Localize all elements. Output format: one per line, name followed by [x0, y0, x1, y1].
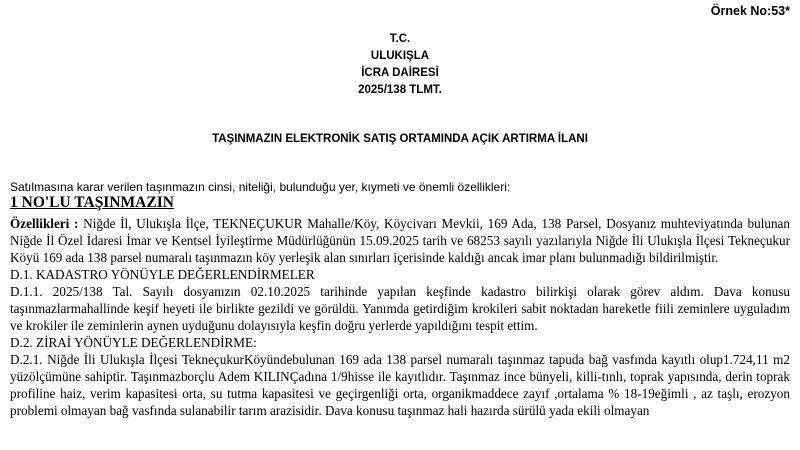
ozellikler-label: Özellikleri : [10, 216, 79, 231]
d2-heading: D.2. ZİRAİ YÖNÜYLE DEĞERLENDİRME: [10, 335, 257, 350]
ozellikler-text: Niğde İl, Ulukışla İlçe, TEKNEÇUKUR Mahalle/Köy, Köycivarı Mevkii, 169 Ada, 138 Parsel, Dosyanız muhteviyatında bulunan Niğde İl Özel İdaresi İmar ve Kentsel İyileştirme Müdürlüğünün 15.09.2025 tarih ve 68253 sayılı yazılarıyla Niğde İli Ulukışla İlçesi Tekneçukur Köyü 169 ada 138 parsel numaralı taşınmazın köy yerleşik alan sınırları içerisinde kaldığı ancak imar planı bulunmadığı bildirilmiştir. [10, 216, 790, 265]
document-title: TAŞINMAZIN ELEKTRONİK SATIŞ ORTAMINDA AÇIK ARTIRMA İLANI [212, 133, 588, 145]
d1-heading: D.1. KADASTRO YÖNÜYLE DEĞERLENDİRMELER [10, 267, 315, 282]
office-header [0, 31, 800, 99]
header-district: ULUKIŞLA [370, 50, 430, 62]
intro-text: Satılmasına karar verilen taşınmazın cinsi, niteliği, bulunduğu yer, kıymeti ve önemli özellikleri: [10, 180, 511, 194]
section-title: 1 NO'LU TAŞINMAZIN [10, 194, 174, 211]
header-country: T.C. [389, 33, 411, 45]
d21-paragraph: D.2.1. Niğde İli Ulukışla İlçesi TekneçukurKöyündebulunan 169 ada 138 parsel numaralı taşınmaz tapuda bağ vasfında kayıtlı olup1.724,11 m2 yüzölçümüne sahiptir. Taşınmazborçlu Adem KILINÇadına 1/9hisse ile kayıtlıdır. Taşınmaz ince bünyeli, killi-tınlı, toprak yapısında, derin toprak profiline haiz, verim kapasitesi orta, su tutma kapasitesi ve geçirgenliği orta, organikmaddece zayıf ,ortalama % 18-19eğimli , az taşlı, erozyon problemi olmayan bağ vasfında sulanabilir tarım arazisidir. Dava konusu taşınmaz hali hazırda sürülü yada ekili olmayan [10, 352, 790, 418]
header-office: İCRA DAİRESİ [361, 67, 439, 79]
ozellikler-paragraph [10, 215, 790, 266]
document-body [10, 215, 790, 419]
header-file-number: 2025/138 TLMT. [358, 84, 442, 96]
d11-paragraph: D.1.1. 2025/138 Tal. Sayılı dosyanızın 02.10.2025 tarihinde yapılan keşfinde kadastro bilirkişi olarak görev aldım. Dava konusu taşınmazlarmahallinde keşif heyeti ile birlikte gezildi ve görüldü. Yanımda getirdiğim krokileri sabit noktadan hareketle fiili zeminlere uyguladım ve krokiler ile zeminlerin aynen uyduğunu dolayısıyla keşfin doğru yerlerde yapıldığını tespit ettim. [10, 284, 790, 333]
ornek-number: Örnek No:53* [710, 4, 790, 18]
